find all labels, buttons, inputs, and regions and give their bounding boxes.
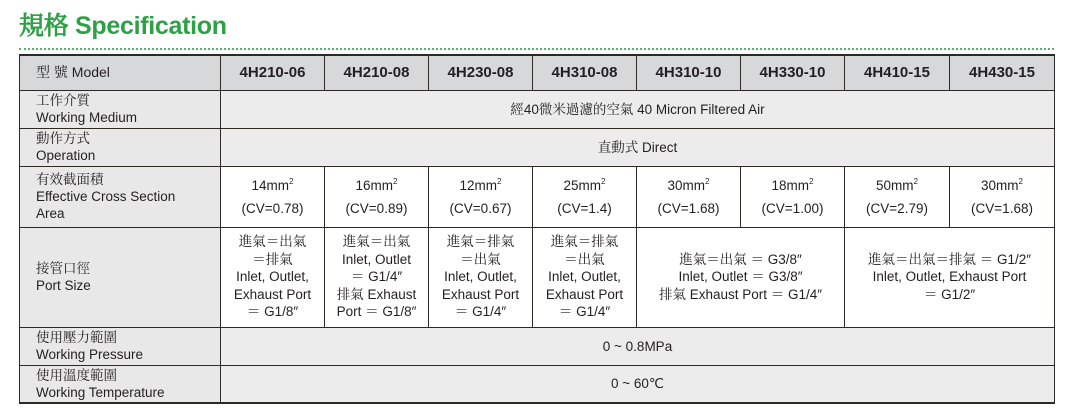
port-size-label-en: Port Size [36, 278, 91, 293]
area-unit-sup: 2 [497, 176, 502, 186]
working-medium-label-zh: 工作介質 [36, 93, 90, 108]
operation-label-zh: 動作方式 [36, 131, 90, 146]
port-line: Inlet, Outlet, [236, 269, 309, 285]
port-line: Inlet, Outlet, Exhaust Port [872, 269, 1027, 285]
area-value: 30 [981, 177, 997, 193]
model-header: 4H330-10 [741, 55, 845, 90]
model-label-cell [20, 55, 221, 90]
area-value: 25 [563, 177, 579, 193]
area-unit-sup: 2 [705, 176, 710, 186]
cv-value: (CV=1.68) [971, 200, 1033, 216]
port-size-cell [533, 227, 637, 327]
port-line: ＝ G1/4″ [558, 304, 611, 320]
working-pressure-row [20, 327, 1055, 365]
working-temperature-label-cell [20, 365, 221, 403]
model-row [20, 55, 1055, 90]
port-line: Inlet, Outlet, [548, 269, 621, 285]
port-line: 排氣 Exhaust [336, 286, 417, 302]
area-value: 30 [667, 177, 683, 193]
working-pressure-value: 0 ~ 0.8MPa [221, 327, 1055, 365]
area-unit: mm [266, 177, 290, 193]
model-label: 型 號 Model [36, 64, 110, 81]
area-unit: mm [891, 177, 914, 193]
model-header: 4H410-15 [845, 55, 950, 90]
area-unit: mm [786, 177, 810, 193]
working-temperature-row [20, 365, 1055, 403]
cross-section-cell [533, 166, 637, 227]
area-unit-sup: 2 [1018, 176, 1023, 186]
cv-value: (CV=0.78) [241, 200, 304, 216]
working-medium-label-cell [20, 90, 221, 128]
area-value: 18 [771, 177, 787, 193]
operation-value: 直動式 Direct [221, 128, 1055, 166]
port-line: ＝出氣 [460, 251, 501, 267]
port-line: 進氣＝出氣 [342, 234, 411, 250]
operation-row [20, 128, 1055, 166]
model-header: 4H210-08 [325, 55, 429, 90]
port-line: Inlet, Outlet [341, 251, 412, 267]
port-line: 進氣＝出氣 ＝ G3/8″ [679, 251, 802, 267]
title-divider [19, 48, 1054, 50]
port-line: ＝排氣 [252, 251, 293, 267]
port-line: Exhaust Port [441, 286, 520, 302]
cross-section-cell [637, 166, 741, 227]
cross-section-cell [429, 166, 533, 227]
area-value: 16 [355, 177, 371, 193]
working-temperature-label-zh: 使用溫度範圍 [36, 367, 117, 383]
specification-table [19, 54, 1055, 404]
cv-value: (CV=0.89) [345, 200, 408, 216]
cross-section-label-en: Effective Cross Section [36, 189, 176, 204]
cross-section-cell [845, 166, 950, 227]
cross-section-cell [950, 166, 1055, 227]
area-value: 12 [459, 177, 475, 193]
port-size-cell [637, 227, 845, 327]
cv-value: (CV=2.79) [866, 200, 928, 216]
page-title: 規格 Specification [19, 12, 227, 40]
area-unit-sup: 2 [913, 176, 918, 186]
working-temperature-value: 0 ~ 60℃ [221, 365, 1055, 403]
cv-value: (CV=0.67) [449, 200, 512, 216]
area-unit-sup: 2 [809, 176, 814, 186]
model-header: 4H310-08 [533, 55, 637, 90]
cv-value: (CV=1.00) [761, 200, 824, 216]
area-value: 14 [251, 177, 267, 193]
model-header: 4H430-15 [950, 55, 1055, 90]
port-line: 排氣 Exhaust Port ＝ G1/4″ [658, 286, 823, 302]
working-temperature-label-en: Working Temperature [36, 384, 165, 400]
area-unit: mm [682, 177, 706, 193]
working-medium-label-en: Working Medium [36, 110, 138, 125]
port-line: ＝ G1/4″ [350, 269, 403, 285]
area-unit: mm [578, 177, 602, 193]
port-size-cell [325, 227, 429, 327]
cross-section-cell [325, 166, 429, 227]
working-pressure-label-zh: 使用壓力範圍 [36, 330, 117, 345]
area-unit-sup: 2 [601, 176, 606, 186]
area-value: 50 [876, 177, 892, 193]
port-size-cell [845, 227, 1055, 327]
port-line: 進氣＝出氣 [238, 234, 307, 250]
port-size-cell [429, 227, 533, 327]
model-header: 4H230-08 [429, 55, 533, 90]
cv-value: (CV=1.68) [657, 200, 720, 216]
port-size-label-zh: 接管口徑 [36, 261, 90, 276]
model-header: 4H310-10 [637, 55, 741, 90]
area-unit: mm [474, 177, 498, 193]
area-unit-sup: 2 [393, 176, 398, 186]
port-line: Exhaust Port [233, 286, 312, 302]
port-size-cell [221, 227, 325, 327]
port-line: ＝ G1/2″ [923, 286, 976, 302]
port-line: ＝ G1/4″ [454, 304, 507, 320]
cv-value: (CV=1.4) [557, 200, 612, 216]
model-header: 4H210-06 [221, 55, 325, 90]
port-size-label-cell [20, 227, 221, 327]
operation-label-en: Operation [36, 148, 96, 163]
operation-label-cell [20, 128, 221, 166]
cross-section-cell [741, 166, 845, 227]
port-line: ＝出氣 [564, 251, 605, 267]
cross-section-label-en-2: Area [36, 206, 65, 221]
working-medium-value: 經40微米過濾的空氣 40 Micron Filtered Air [221, 90, 1055, 128]
port-line: 進氣＝排氣 [550, 234, 619, 250]
working-pressure-label-en: Working Pressure [36, 347, 144, 362]
cross-section-label-zh: 有效截面積 [36, 172, 104, 187]
port-line: 進氣＝排氣 [446, 234, 515, 250]
port-line: Port ＝ G1/8″ [336, 304, 417, 320]
port-line: ＝ G1/8″ [246, 304, 299, 320]
cross-section-row [20, 166, 1055, 227]
port-size-row [20, 227, 1055, 327]
port-line: Exhaust Port [545, 286, 624, 302]
cross-section-cell [221, 166, 325, 227]
port-line: 進氣＝出氣＝排氣 ＝ G1/2″ [867, 251, 1032, 267]
area-unit: mm [996, 177, 1019, 193]
cross-section-label-cell [20, 166, 221, 227]
area-unit-sup: 2 [289, 176, 294, 186]
port-line: Inlet, Outlet, [444, 269, 517, 285]
working-medium-row [20, 90, 1055, 128]
area-unit: mm [370, 177, 394, 193]
working-pressure-label-cell [20, 327, 221, 365]
port-line: Inlet, Outlet ＝ G3/8″ [678, 269, 803, 285]
